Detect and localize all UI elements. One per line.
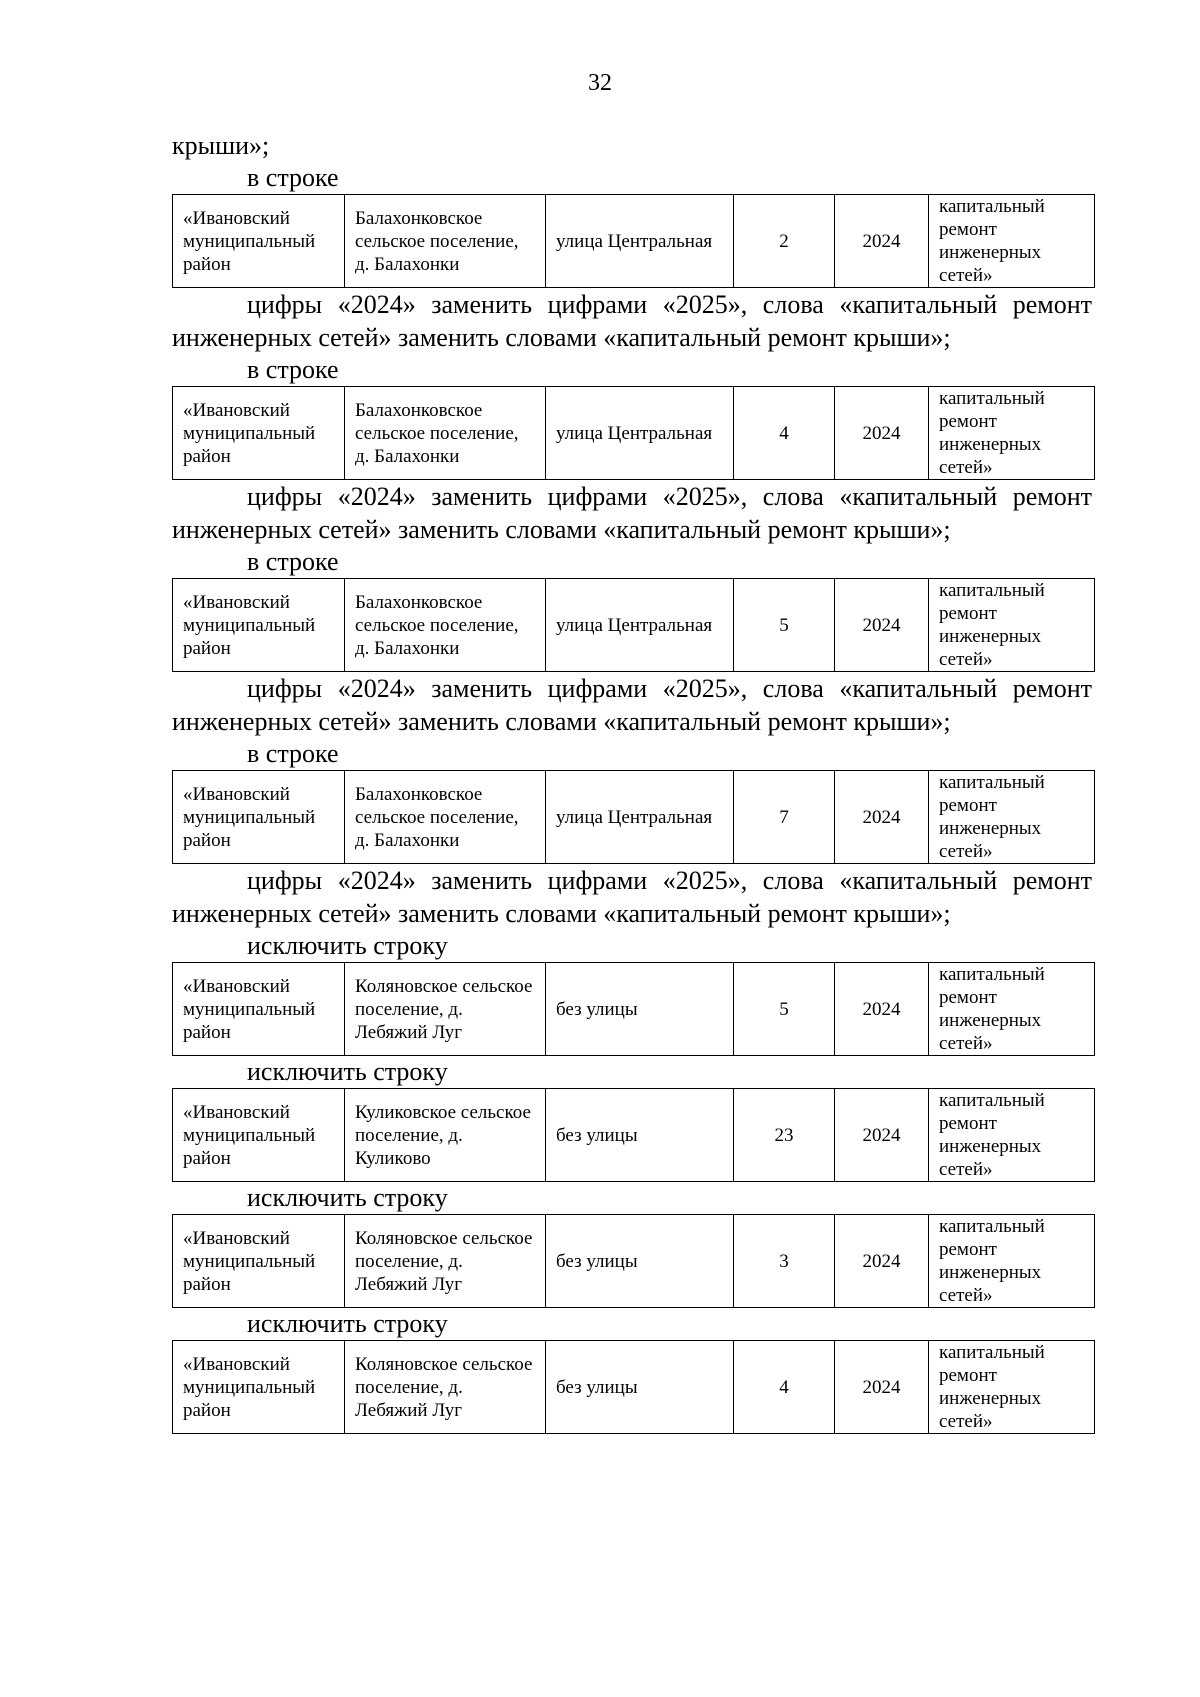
intro-line: крыши»; bbox=[172, 131, 270, 160]
table-row bbox=[173, 963, 1095, 1056]
street-cell: улица Центральная bbox=[546, 195, 734, 288]
municipality-cell: «Ивановский муниципальный район bbox=[173, 195, 345, 288]
settlement-cell: Коляновское сельское поселение, д. Лебяжий Луг bbox=[345, 1215, 546, 1308]
block-label: в строке bbox=[247, 739, 339, 768]
register-table bbox=[172, 578, 1095, 672]
table-row bbox=[173, 1341, 1095, 1434]
amendment-text: цифры «2024» заменить цифрами «2025», слова «капитальный ремонт инженерных сетей» заменить словами «капитальный ремонт крыши»; bbox=[172, 290, 1092, 352]
year-cell: 2024 bbox=[835, 1089, 929, 1182]
municipality-cell: «Ивановский муниципальный район bbox=[173, 387, 345, 480]
table-row bbox=[173, 1215, 1095, 1308]
block-label: исключить строку bbox=[247, 1309, 448, 1338]
page-number: 32 bbox=[588, 70, 612, 96]
table-row bbox=[173, 387, 1095, 480]
amendment-text: цифры «2024» заменить цифрами «2025», слова «капитальный ремонт инженерных сетей» заменить словами «капитальный ремонт крыши»; bbox=[172, 482, 1092, 544]
work-type-cell: капитальный ремонт инженерных сетей» bbox=[929, 1215, 1095, 1308]
street-cell: без улицы bbox=[546, 1215, 734, 1308]
block-label: в строке bbox=[247, 547, 339, 576]
settlement-cell: Балахонковское сельское поселение, д. Балахонки bbox=[345, 771, 546, 864]
municipality-cell: «Ивановский муниципальный район bbox=[173, 1089, 345, 1182]
municipality-cell: «Ивановский муниципальный район bbox=[173, 1215, 345, 1308]
year-cell: 2024 bbox=[835, 771, 929, 864]
block-label: исключить строку bbox=[247, 1057, 448, 1086]
amendment-text: цифры «2024» заменить цифрами «2025», слова «капитальный ремонт инженерных сетей» заменить словами «капитальный ремонт крыши»; bbox=[172, 866, 1092, 928]
year-cell: 2024 bbox=[835, 579, 929, 672]
municipality-cell: «Ивановский муниципальный район bbox=[173, 579, 345, 672]
amendment-text: цифры «2024» заменить цифрами «2025», слова «капитальный ремонт инженерных сетей» заменить словами «капитальный ремонт крыши»; bbox=[172, 674, 1092, 736]
document-body bbox=[172, 130, 1092, 1434]
house-number-cell: 2 bbox=[734, 195, 835, 288]
table-row bbox=[173, 1089, 1095, 1182]
block-label: в строке bbox=[247, 355, 339, 384]
register-table bbox=[172, 1214, 1095, 1308]
register-table bbox=[172, 1340, 1095, 1434]
settlement-cell: Куликовское сельское поселение, д. Куликово bbox=[345, 1089, 546, 1182]
register-table bbox=[172, 770, 1095, 864]
house-number-cell: 5 bbox=[734, 963, 835, 1056]
street-cell: улица Центральная bbox=[546, 387, 734, 480]
register-table bbox=[172, 1088, 1095, 1182]
year-cell: 2024 bbox=[835, 1341, 929, 1434]
work-type-cell: капитальный ремонт инженерных сетей» bbox=[929, 963, 1095, 1056]
work-type-cell: капитальный ремонт инженерных сетей» bbox=[929, 579, 1095, 672]
municipality-cell: «Ивановский муниципальный район bbox=[173, 1341, 345, 1434]
municipality-cell: «Ивановский муниципальный район bbox=[173, 963, 345, 1056]
house-number-cell: 5 bbox=[734, 579, 835, 672]
street-cell: без улицы bbox=[546, 1341, 734, 1434]
house-number-cell: 4 bbox=[734, 387, 835, 480]
street-cell: без улицы bbox=[546, 963, 734, 1056]
work-type-cell: капитальный ремонт инженерных сетей» bbox=[929, 195, 1095, 288]
house-number-cell: 23 bbox=[734, 1089, 835, 1182]
house-number-cell: 4 bbox=[734, 1341, 835, 1434]
table-row bbox=[173, 579, 1095, 672]
amendment-list bbox=[172, 162, 1092, 1434]
year-cell: 2024 bbox=[835, 387, 929, 480]
table-row bbox=[173, 195, 1095, 288]
year-cell: 2024 bbox=[835, 195, 929, 288]
street-cell: улица Центральная bbox=[546, 771, 734, 864]
work-type-cell: капитальный ремонт инженерных сетей» bbox=[929, 771, 1095, 864]
settlement-cell: Балахонковское сельское поселение, д. Балахонки bbox=[345, 579, 546, 672]
settlement-cell: Балахонковское сельское поселение, д. Балахонки bbox=[345, 195, 546, 288]
settlement-cell: Балахонковское сельское поселение, д. Балахонки bbox=[345, 387, 546, 480]
year-cell: 2024 bbox=[835, 963, 929, 1056]
work-type-cell: капитальный ремонт инженерных сетей» bbox=[929, 387, 1095, 480]
table-row bbox=[173, 771, 1095, 864]
year-cell: 2024 bbox=[835, 1215, 929, 1308]
block-label: исключить строку bbox=[247, 1183, 448, 1212]
register-table bbox=[172, 962, 1095, 1056]
municipality-cell: «Ивановский муниципальный район bbox=[173, 771, 345, 864]
block-label: исключить строку bbox=[247, 931, 448, 960]
settlement-cell: Коляновское сельское поселение, д. Лебяжий Луг bbox=[345, 963, 546, 1056]
settlement-cell: Коляновское сельское поселение, д. Лебяжий Луг bbox=[345, 1341, 546, 1434]
street-cell: улица Центральная bbox=[546, 579, 734, 672]
street-cell: без улицы bbox=[546, 1089, 734, 1182]
block-label: в строке bbox=[247, 163, 339, 192]
work-type-cell: капитальный ремонт инженерных сетей» bbox=[929, 1089, 1095, 1182]
house-number-cell: 3 bbox=[734, 1215, 835, 1308]
house-number-cell: 7 bbox=[734, 771, 835, 864]
register-table bbox=[172, 386, 1095, 480]
register-table bbox=[172, 194, 1095, 288]
work-type-cell: капитальный ремонт инженерных сетей» bbox=[929, 1341, 1095, 1434]
